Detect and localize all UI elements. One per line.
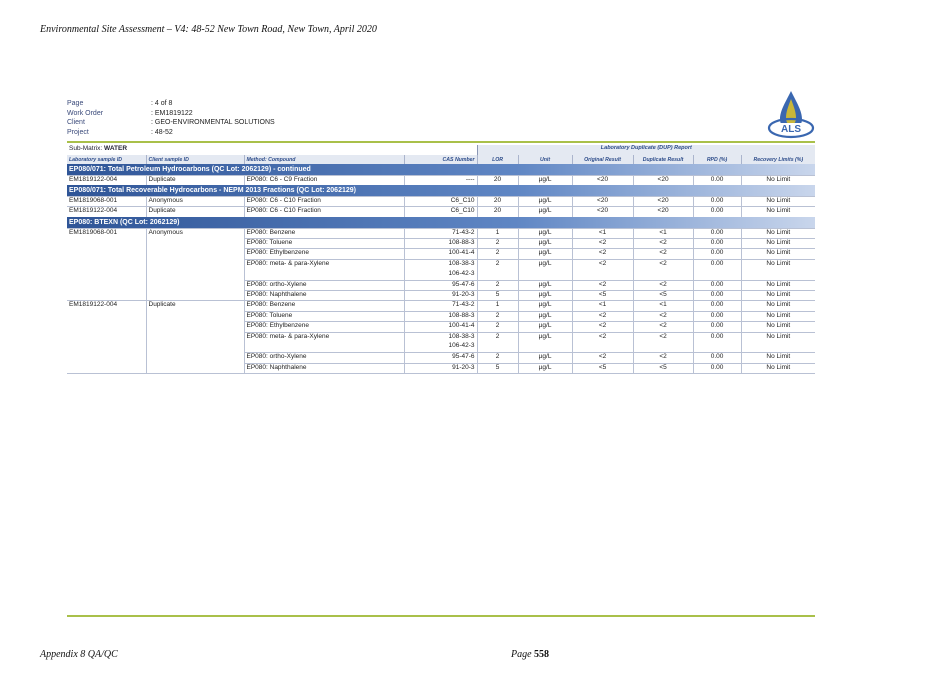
compound-cell: EP080: meta- & para-Xylene (244, 259, 404, 269)
rpd-cell: 0.00 (693, 280, 741, 290)
rpd-cell: 0.00 (693, 228, 741, 238)
cas-number-cell: 106-42-3 (404, 342, 477, 352)
lab-sample-id-cell (67, 363, 146, 373)
duplicate-result-cell: <2 (633, 311, 693, 321)
recovery-limits-cell: No Limit (741, 207, 815, 217)
lor-cell: 2 (477, 280, 518, 290)
duplicate-result-cell: <2 (633, 353, 693, 363)
duplicate-result-cell: <2 (633, 239, 693, 249)
unit-cell: µg/L (518, 175, 572, 185)
meta-value: : 48-52 (151, 128, 173, 138)
report-meta (67, 99, 275, 137)
lor-cell: 20 (477, 196, 518, 206)
col-lab-sample-id: Laboratory sample ID (67, 155, 146, 164)
rpd-cell: 0.00 (693, 322, 741, 332)
table-row (67, 332, 815, 342)
recovery-limits-cell: No Limit (741, 332, 815, 342)
client-sample-id-cell (146, 353, 244, 363)
empty-cell (741, 342, 815, 352)
client-sample-id-cell (146, 311, 244, 321)
col-cas-number: CAS Number (404, 155, 477, 164)
empty-cell (477, 270, 518, 280)
client-sample-id-cell (146, 239, 244, 249)
duplicate-result-cell: <20 (633, 207, 693, 217)
unit-cell: µg/L (518, 207, 572, 217)
unit-cell: µg/L (518, 311, 572, 321)
compound-cell: EP080: Benzene (244, 301, 404, 311)
duplicate-result-cell: <2 (633, 249, 693, 259)
recovery-limits-cell: No Limit (741, 196, 815, 206)
rpd-cell: 0.00 (693, 196, 741, 206)
rpd-cell: 0.00 (693, 175, 741, 185)
cas-number-cell: C6_C10 (404, 196, 477, 206)
cas-number-cell: 71-43-2 (404, 301, 477, 311)
recovery-limits-cell: No Limit (741, 363, 815, 373)
empty-cell (146, 270, 244, 280)
meta-key: Work Order (67, 109, 104, 117)
table-row (67, 322, 815, 332)
client-sample-id-cell: Anonymous (146, 228, 244, 238)
compound-cell: EP080: Naphthalene (244, 363, 404, 373)
cas-number-cell: 100-41-4 (404, 249, 477, 259)
duplicate-result-cell: <5 (633, 291, 693, 301)
section-header-row (67, 217, 815, 228)
col-original-result: Original Result (572, 155, 633, 164)
rpd-cell: 0.00 (693, 207, 741, 217)
empty-cell (244, 342, 404, 352)
rpd-cell: 0.00 (693, 249, 741, 259)
original-result-cell: <5 (572, 291, 633, 301)
lor-cell: 1 (477, 301, 518, 311)
empty-cell (244, 270, 404, 280)
compound-cell: EP080: Ethylbenzene (244, 322, 404, 332)
table-row (67, 353, 815, 363)
lab-sample-id-cell: EM1819122-004 (67, 207, 146, 217)
rpd-cell: 0.00 (693, 259, 741, 269)
cas-number-cell: 91-20-3 (404, 363, 477, 373)
col-recovery-limits: Recovery Limits (%) (741, 155, 815, 164)
lab-sample-id-cell: EM1819122-004 (67, 175, 146, 185)
empty-cell (633, 270, 693, 280)
lab-sample-id-cell (67, 311, 146, 321)
lab-sample-id-cell (67, 291, 146, 301)
compound-cell: EP080: Naphthalene (244, 291, 404, 301)
recovery-limits-cell: No Limit (741, 280, 815, 290)
original-result-cell: <20 (572, 207, 633, 217)
compound-cell: EP080: ortho-Xylene (244, 353, 404, 363)
lab-sample-id-cell (67, 249, 146, 259)
empty-cell (693, 270, 741, 280)
lab-sample-id-cell (67, 239, 146, 249)
compound-cell: EP080: Ethylbenzene (244, 249, 404, 259)
unit-cell: µg/L (518, 353, 572, 363)
rpd-cell: 0.00 (693, 353, 741, 363)
cas-number-cell: 91-20-3 (404, 291, 477, 301)
lor-cell: 2 (477, 311, 518, 321)
lor-cell: 5 (477, 363, 518, 373)
rpd-cell: 0.00 (693, 239, 741, 249)
empty-cell (67, 342, 146, 352)
meta-key: Page (67, 100, 84, 107)
empty-cell (146, 342, 244, 352)
lab-sample-id-cell (67, 259, 146, 269)
empty-cell (572, 342, 633, 352)
duplicate-result-cell: <1 (633, 301, 693, 311)
footer-page-number: 558 (534, 649, 550, 660)
unit-cell: µg/L (518, 301, 572, 311)
section-title: EP080/071: Total Petroleum Hydrocarbons (QC Lot: 2062129) - continued (67, 164, 815, 175)
section-header-row (67, 164, 815, 175)
client-sample-id-cell: Anonymous (146, 196, 244, 206)
meta-value: : GEO-ENVIRONMENTAL SOLUTIONS (151, 118, 275, 128)
compound-cell: EP080: C6 - C10 Fraction (244, 207, 404, 217)
lor-cell: 2 (477, 353, 518, 363)
submatrix-label: Sub-Matrix: (69, 145, 103, 152)
duplicate-result-cell: <2 (633, 259, 693, 269)
table-row (67, 301, 815, 311)
client-sample-id-cell (146, 280, 244, 290)
unit-cell: µg/L (518, 363, 572, 373)
empty-cell (633, 342, 693, 352)
cas-number-cell: 108-38-3 (404, 332, 477, 342)
col-rpd: RPD (%) (693, 155, 741, 164)
client-sample-id-cell: Duplicate (146, 175, 244, 185)
recovery-limits-cell: No Limit (741, 291, 815, 301)
client-sample-id-cell (146, 249, 244, 259)
empty-cell (477, 342, 518, 352)
empty-cell (693, 342, 741, 352)
lor-cell: 20 (477, 207, 518, 217)
unit-cell: µg/L (518, 249, 572, 259)
meta-row-page (67, 99, 275, 109)
client-sample-id-cell: Duplicate (146, 207, 244, 217)
empty-cell (572, 270, 633, 280)
unit-cell: µg/L (518, 322, 572, 332)
original-result-cell: <5 (572, 363, 633, 373)
footer-appendix: Appendix 8 QA/QC (40, 649, 118, 660)
client-sample-id-cell (146, 332, 244, 342)
duplicate-result-cell: <1 (633, 228, 693, 238)
section-header-row (67, 185, 815, 196)
rpd-cell: 0.00 (693, 291, 741, 301)
meta-value: : 4 of 8 (151, 99, 172, 109)
footer-page-label: Page (511, 649, 532, 660)
table-row (67, 259, 815, 269)
cas-number-cell: 95-47-6 (404, 280, 477, 290)
lab-sample-id-cell (67, 353, 146, 363)
running-head: Environmental Site Assessment – V4: 48-52 New Town Road, New Town, April 2020 (40, 24, 377, 35)
compound-cell: EP080: C6 - C10 Fraction (244, 196, 404, 206)
client-sample-id-cell (146, 291, 244, 301)
duplicate-result-cell: <2 (633, 322, 693, 332)
unit-cell: µg/L (518, 196, 572, 206)
original-result-cell: <2 (572, 259, 633, 269)
lor-cell: 2 (477, 259, 518, 269)
lor-cell: 2 (477, 332, 518, 342)
meta-row-project (67, 128, 275, 138)
duplicate-result-cell: <2 (633, 332, 693, 342)
empty-cell (67, 270, 146, 280)
lor-cell: 20 (477, 175, 518, 185)
table-row (67, 228, 815, 238)
client-sample-id-cell: Duplicate (146, 301, 244, 311)
lab-sample-id-cell: EM1819068-001 (67, 196, 146, 206)
cas-number-cell: 106-42-3 (404, 270, 477, 280)
column-header-row (67, 155, 815, 164)
meta-value: : EM1819122 (151, 109, 193, 119)
original-result-cell: <1 (572, 301, 633, 311)
table-row (67, 291, 815, 301)
meta-row-client (67, 118, 275, 128)
lab-sample-id-cell (67, 280, 146, 290)
col-method-compound: Method: Compound (244, 155, 404, 164)
empty-cell (741, 270, 815, 280)
recovery-limits-cell: No Limit (741, 322, 815, 332)
unit-cell: µg/L (518, 291, 572, 301)
compound-cell: EP080: C6 - C9 Fraction (244, 175, 404, 185)
duplicate-report-table (67, 145, 815, 374)
footer-rule (67, 615, 815, 617)
als-logo-icon (767, 89, 815, 139)
lab-sample-id-cell (67, 332, 146, 342)
duplicate-result-cell: <20 (633, 175, 693, 185)
lor-cell: 5 (477, 291, 518, 301)
original-result-cell: <2 (572, 311, 633, 321)
table-row (67, 175, 815, 185)
unit-cell: µg/L (518, 228, 572, 238)
table-row-continuation (67, 342, 815, 352)
cas-number-cell: 100-41-4 (404, 322, 477, 332)
lab-sample-id-cell (67, 322, 146, 332)
rpd-cell: 0.00 (693, 301, 741, 311)
original-result-cell: <20 (572, 175, 633, 185)
compound-cell: EP080: Toluene (244, 311, 404, 321)
recovery-limits-cell: No Limit (741, 249, 815, 259)
cas-number-cell: 108-38-3 (404, 259, 477, 269)
meta-key: Client (67, 119, 85, 126)
col-lor: LOR (477, 155, 518, 164)
col-client-sample-id: Client sample ID (146, 155, 244, 164)
cas-number-cell: ---- (404, 175, 477, 185)
original-result-cell: <20 (572, 196, 633, 206)
table-row (67, 249, 815, 259)
lor-cell: 2 (477, 322, 518, 332)
lor-cell: 2 (477, 249, 518, 259)
unit-cell: µg/L (518, 259, 572, 269)
recovery-limits-cell: No Limit (741, 228, 815, 238)
cas-number-cell: 71-43-2 (404, 228, 477, 238)
original-result-cell: <2 (572, 332, 633, 342)
recovery-limits-cell: No Limit (741, 301, 815, 311)
original-result-cell: <2 (572, 249, 633, 259)
client-sample-id-cell (146, 322, 244, 332)
table-row (67, 311, 815, 321)
header-rule (67, 141, 815, 143)
submatrix-value: WATER (104, 145, 128, 152)
original-result-cell: <2 (572, 322, 633, 332)
duplicate-result-cell: <20 (633, 196, 693, 206)
recovery-limits-cell: No Limit (741, 259, 815, 269)
cas-number-cell: C6_C10 (404, 207, 477, 217)
compound-cell: EP080: meta- & para-Xylene (244, 332, 404, 342)
rpd-cell: 0.00 (693, 363, 741, 373)
rpd-cell: 0.00 (693, 332, 741, 342)
rpd-cell: 0.00 (693, 311, 741, 321)
recovery-limits-cell: No Limit (741, 353, 815, 363)
compound-cell: EP080: ortho-Xylene (244, 280, 404, 290)
unit-cell: µg/L (518, 239, 572, 249)
lor-cell: 1 (477, 228, 518, 238)
submatrix-row (67, 145, 815, 155)
unit-cell: µg/L (518, 332, 572, 342)
original-result-cell: <2 (572, 353, 633, 363)
section-title: EP080: BTEXN (QC Lot: 2062129) (67, 217, 815, 228)
unit-cell: µg/L (518, 280, 572, 290)
col-duplicate-result: Duplicate Result (633, 155, 693, 164)
empty-cell (518, 270, 572, 280)
dup-report-heading: Laboratory Duplicate (DUP) Report (477, 145, 815, 155)
footer-page (511, 649, 549, 660)
meta-key: Project (67, 128, 89, 136)
table-row (67, 239, 815, 249)
duplicate-result-cell: <2 (633, 280, 693, 290)
duplicate-result-cell: <5 (633, 363, 693, 373)
meta-row-work-order (67, 109, 275, 119)
logo-text: ALS (781, 124, 801, 135)
cas-number-cell: 108-88-3 (404, 311, 477, 321)
client-sample-id-cell (146, 363, 244, 373)
compound-cell: EP080: Toluene (244, 239, 404, 249)
table-row (67, 280, 815, 290)
client-sample-id-cell (146, 259, 244, 269)
lab-sample-id-cell: EM1819068-001 (67, 228, 146, 238)
lor-cell: 2 (477, 239, 518, 249)
recovery-limits-cell: No Limit (741, 311, 815, 321)
empty-cell (518, 342, 572, 352)
original-result-cell: <1 (572, 228, 633, 238)
table-row (67, 196, 815, 206)
cas-number-cell: 108-88-3 (404, 239, 477, 249)
submatrix-cell (67, 145, 477, 155)
col-unit: Unit (518, 155, 572, 164)
recovery-limits-cell: No Limit (741, 239, 815, 249)
section-title: EP080/071: Total Recoverable Hydrocarbons - NEPM 2013 Fractions (QC Lot: 2062129) (67, 185, 815, 196)
compound-cell: EP080: Benzene (244, 228, 404, 238)
recovery-limits-cell: No Limit (741, 175, 815, 185)
table-row (67, 363, 815, 373)
table-row-continuation (67, 270, 815, 280)
original-result-cell: <2 (572, 239, 633, 249)
original-result-cell: <2 (572, 280, 633, 290)
lab-sample-id-cell: EM1819122-004 (67, 301, 146, 311)
table-row (67, 207, 815, 217)
cas-number-cell: 95-47-6 (404, 353, 477, 363)
